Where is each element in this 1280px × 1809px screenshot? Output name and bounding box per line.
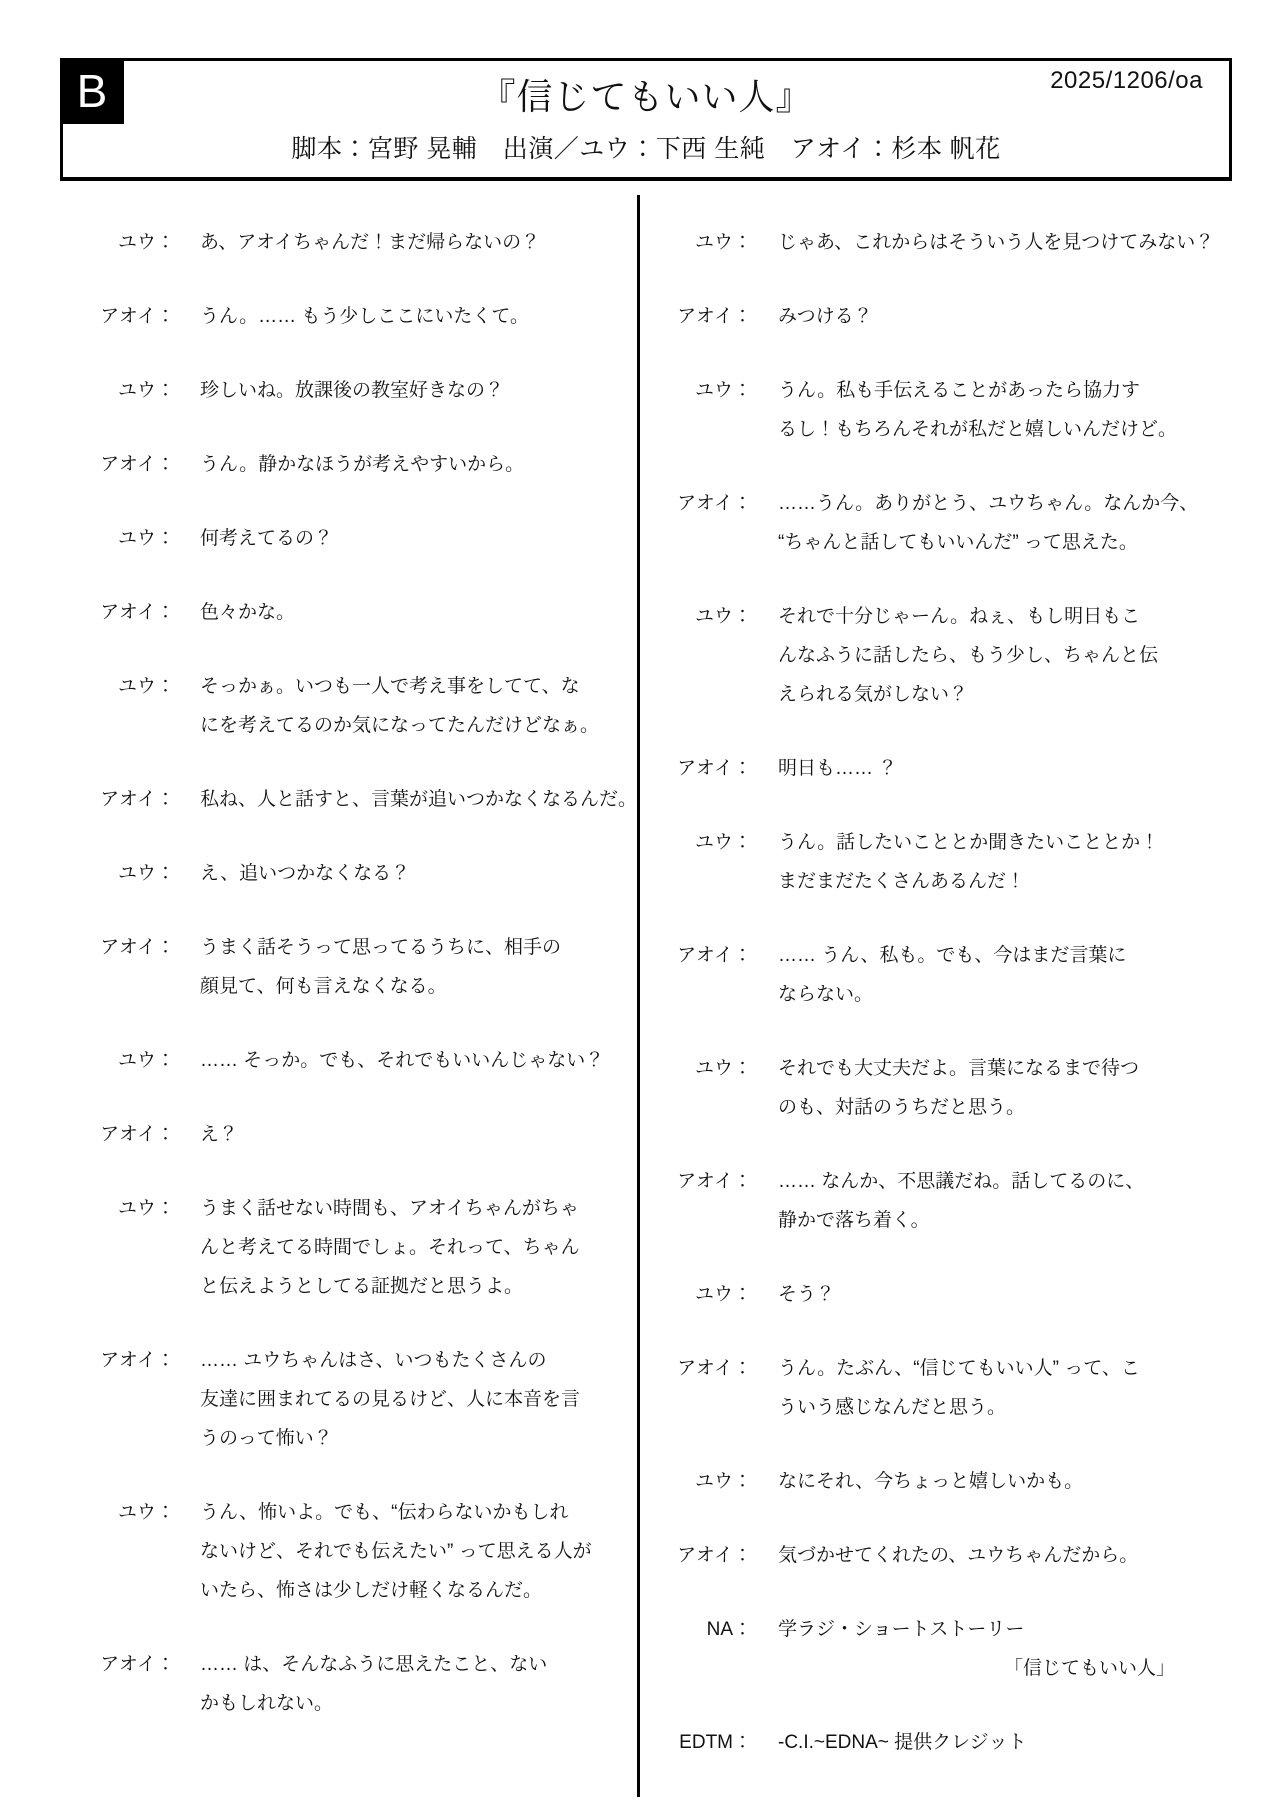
dialogue-block bbox=[60, 1341, 637, 1458]
dialogue-line: と伝えようとしてる証拠だと思うよ。 bbox=[200, 1276, 524, 1297]
dialogue-lines bbox=[778, 1049, 1215, 1127]
dialogue-line: 学ラジ・ショートストーリー bbox=[778, 1619, 1025, 1640]
dialogue-line: みつける？ bbox=[778, 306, 873, 327]
speaker-label: アオイ： bbox=[100, 789, 175, 810]
dialogue-lines bbox=[778, 297, 1215, 336]
dialogue-line: …… なんか、不思議だね。話してるのに、 bbox=[778, 1171, 1145, 1192]
dialogue-lines bbox=[200, 1341, 637, 1458]
dialogue-line: うまく話せない時間も、アオイちゃんがちゃ bbox=[200, 1198, 579, 1219]
dialogue-line: うん。私も手伝えることがあったら協力す bbox=[778, 380, 1140, 401]
dialogue-lines bbox=[200, 1115, 637, 1154]
dialogue-line: まだまだたくさんあるんだ！ bbox=[778, 871, 1026, 892]
dialogue-line: 私ね、人と話すと、言葉が追いつかなくなるんだ。 bbox=[200, 789, 638, 810]
dialogue-line: うん、怖いよ。でも、“伝わらないかもしれ bbox=[200, 1502, 569, 1523]
dialogue-block bbox=[60, 1041, 637, 1080]
script-columns bbox=[60, 195, 1232, 1797]
dialogue-line: …… ユウちゃんはさ、いつもたくさんの bbox=[200, 1350, 547, 1371]
dialogue-line: なにそれ、今ちょっと嬉しいかも。 bbox=[778, 1471, 1084, 1492]
dialogue-block bbox=[640, 484, 1232, 562]
dialogue-line: 明日も…… ？ bbox=[778, 758, 898, 779]
speaker-label: アオイ： bbox=[100, 937, 175, 958]
dialogue-lines bbox=[778, 1162, 1215, 1240]
dialogue-block bbox=[60, 1115, 637, 1154]
dialogue-lines bbox=[778, 1349, 1215, 1427]
dialogue-lines bbox=[778, 484, 1215, 562]
dialogue-block bbox=[60, 519, 637, 558]
speaker-label: アオイ： bbox=[100, 306, 175, 327]
dialogue-block bbox=[60, 1189, 637, 1306]
dialogue-lines bbox=[200, 223, 637, 262]
speaker-label: アオイ： bbox=[677, 1358, 752, 1379]
dialogue-lines bbox=[200, 780, 637, 819]
speaker-label: ユウ： bbox=[117, 863, 175, 884]
speaker-label: ユウ： bbox=[694, 1471, 752, 1492]
dialogue-block bbox=[60, 445, 637, 484]
header bbox=[60, 58, 1232, 181]
script-column-left bbox=[60, 195, 637, 1797]
dialogue-lines bbox=[200, 1493, 637, 1610]
dialogue-line: ……うん。ありがとう、ユウちゃん。なんか今、 bbox=[778, 493, 1199, 514]
speaker-label: アオイ： bbox=[677, 945, 752, 966]
dialogue-lines bbox=[778, 1462, 1215, 1501]
dialogue-block bbox=[60, 371, 637, 410]
dialogue-lines bbox=[200, 928, 637, 1006]
dialogue-line: 静かで落ち着く。 bbox=[778, 1210, 930, 1231]
dialogue-line: 「信じてもいい人」 bbox=[1003, 1658, 1175, 1679]
speaker-label: ユウ： bbox=[117, 232, 175, 253]
dialogue-line: にを考えてるのか気になってたんだけどなぁ。 bbox=[200, 715, 600, 736]
dialogue-lines bbox=[200, 445, 637, 484]
dialogue-lines bbox=[200, 1041, 637, 1080]
speaker-label: ユウ： bbox=[117, 676, 175, 697]
dialogue-lines bbox=[778, 371, 1215, 449]
dialogue-block bbox=[60, 223, 637, 262]
speaker-label: アオイ： bbox=[677, 1545, 752, 1566]
script-title: 『信じてもいい人』 bbox=[479, 76, 813, 117]
dialogue-block bbox=[60, 928, 637, 1006]
dialogue-line: 気づかせてくれたの、ユウちゃんだから。 bbox=[778, 1545, 1139, 1566]
dialogue-lines bbox=[200, 667, 637, 745]
dialogue-block bbox=[60, 1645, 637, 1723]
dialogue-line: “ちゃんと話してもいいんだ” って思えた。 bbox=[778, 532, 1138, 553]
dialogue-block bbox=[640, 1349, 1232, 1427]
dialogue-line: それで十分じゃーん。ねぇ、もし明日もこ bbox=[778, 606, 1141, 627]
dialogue-block bbox=[640, 597, 1232, 714]
dialogue-lines bbox=[778, 749, 1215, 788]
dialogue-lines bbox=[200, 854, 637, 893]
dialogue-line: ういう感じなんだと思う。 bbox=[778, 1397, 1007, 1418]
speaker-label: ユウ： bbox=[117, 1198, 175, 1219]
dialogue-line: あ、アオイちゃんだ！まだ帰らないの？ bbox=[200, 232, 541, 253]
dialogue-block bbox=[60, 593, 637, 632]
dialogue-line: いたら、怖さは少しだけ軽くなるんだ。 bbox=[200, 1580, 543, 1601]
speaker-label: ユウ： bbox=[694, 232, 752, 253]
dialogue-block bbox=[640, 1462, 1232, 1501]
dialogue-block bbox=[640, 936, 1232, 1014]
dialogue-line: うまく話そうって思ってるうちに、相手の bbox=[200, 937, 562, 958]
dialogue-block bbox=[640, 1049, 1232, 1127]
speaker-label: ユウ： bbox=[694, 1284, 752, 1305]
speaker-label: ユウ： bbox=[694, 606, 752, 627]
dialogue-block bbox=[60, 854, 637, 893]
dialogue-lines bbox=[778, 1536, 1215, 1575]
dialogue-lines bbox=[200, 1645, 637, 1723]
dialogue-block bbox=[640, 297, 1232, 336]
dialogue-block bbox=[640, 1723, 1232, 1762]
dialogue-lines bbox=[778, 823, 1215, 901]
credits-line: 脚本：宮野 晃輔 出演／ユウ：下西 生純 アオイ：杉本 帆花 bbox=[291, 135, 1001, 163]
speaker-label: ユウ： bbox=[694, 1058, 752, 1079]
dialogue-lines bbox=[200, 1189, 637, 1306]
speaker-label: アオイ： bbox=[677, 493, 752, 514]
dialogue-block bbox=[640, 823, 1232, 901]
dialogue-lines bbox=[778, 936, 1215, 1014]
dialogue-line: …… うん、私も。でも、今はまだ言葉に bbox=[778, 945, 1127, 966]
dialogue-line: 何考えてるの？ bbox=[200, 528, 334, 549]
dialogue-line: のも、対話のうちだと思う。 bbox=[778, 1097, 1026, 1118]
dialogue-line: じゃあ、これからはそういう人を見つけてみない？ bbox=[778, 232, 1215, 253]
air-date: 2025/1206/oa bbox=[1050, 67, 1203, 94]
dialogue-line: んと考えてる時間でしょ。それって、ちゃん bbox=[200, 1237, 580, 1258]
speaker-label: アオイ： bbox=[677, 306, 752, 327]
dialogue-block bbox=[60, 1493, 637, 1610]
dialogue-block bbox=[640, 1162, 1232, 1240]
dialogue-line: え、追いつかなくなる？ bbox=[200, 863, 411, 884]
speaker-label: ユウ： bbox=[117, 380, 175, 401]
speaker-label: ユウ： bbox=[117, 528, 175, 549]
speaker-label: アオイ： bbox=[677, 1171, 752, 1192]
dialogue-line: うん。たぶん、“信じてもいい人” って、こ bbox=[778, 1358, 1140, 1379]
speaker-label: アオイ： bbox=[100, 1350, 175, 1371]
dialogue-line: ならない。 bbox=[778, 984, 874, 1005]
dialogue-line: うん。静かなほうが考えやすいから。 bbox=[200, 454, 525, 475]
dialogue-line: そっかぁ。いつも一人で考え事をしてて、な bbox=[200, 676, 580, 697]
dialogue-line: ないけど、それでも伝えたい” って思える人が bbox=[200, 1541, 592, 1562]
dialogue-lines bbox=[778, 223, 1215, 262]
dialogue-block bbox=[640, 223, 1232, 262]
dialogue-line: 顔見て、何も言えなくなる。 bbox=[200, 976, 447, 997]
dialogue-lines bbox=[200, 371, 637, 410]
dialogue-lines bbox=[778, 1275, 1215, 1314]
dialogue-line: …… そっか。でも、それでもいいんじゃない？ bbox=[200, 1050, 605, 1071]
speaker-label: アオイ： bbox=[100, 602, 175, 623]
dialogue-line: 珍しいね。放課後の教室好きなの？ bbox=[200, 380, 505, 401]
dialogue-block bbox=[640, 1610, 1232, 1688]
speaker-label: アオイ： bbox=[100, 1124, 175, 1145]
dialogue-line: そう？ bbox=[778, 1284, 836, 1305]
script-column-right bbox=[640, 195, 1232, 1797]
speaker-label: アオイ： bbox=[100, 454, 175, 475]
dialogue-lines bbox=[200, 297, 637, 336]
dialogue-line: それでも大丈夫だよ。言葉になるまで待つ bbox=[778, 1058, 1140, 1079]
dialogue-line: るし！もちろんそれが私だと嬉しいんだけど。 bbox=[778, 419, 1178, 440]
dialogue-block bbox=[640, 371, 1232, 449]
episode-badge: B bbox=[60, 58, 124, 124]
dialogue-lines bbox=[200, 519, 637, 558]
speaker-label: ユウ： bbox=[694, 832, 752, 853]
speaker-label: ユウ： bbox=[694, 380, 752, 401]
dialogue-line: んなふうに話したら、もう少し、ちゃんと伝 bbox=[778, 645, 1159, 666]
dialogue-line: え？ bbox=[200, 1124, 239, 1145]
speaker-label: ユウ： bbox=[117, 1502, 175, 1523]
dialogue-line: …… は、そんなふうに思えたこと、ない bbox=[200, 1654, 548, 1675]
speaker-label: NA： bbox=[706, 1619, 752, 1640]
dialogue-line: えられる気がしない？ bbox=[778, 684, 969, 705]
dialogue-block bbox=[640, 749, 1232, 788]
dialogue-lines bbox=[778, 597, 1215, 714]
dialogue-block bbox=[640, 1275, 1232, 1314]
speaker-label: アオイ： bbox=[100, 1654, 175, 1675]
dialogue-line: うん。話したいこととか聞きたいこととか！ bbox=[778, 832, 1160, 853]
speaker-label: アオイ： bbox=[677, 758, 752, 779]
dialogue-line: かもしれない。 bbox=[200, 1693, 334, 1714]
dialogue-line: -C.I.~EDNA~ 提供クレジット bbox=[778, 1732, 1027, 1753]
dialogue-line: 友達に囲まれてるの見るけど、人に本音を言 bbox=[200, 1389, 581, 1410]
dialogue-lines bbox=[778, 1723, 1215, 1762]
speaker-label: ユウ： bbox=[117, 1050, 175, 1071]
dialogue-line: 色々かな。 bbox=[200, 602, 296, 623]
dialogue-block bbox=[60, 297, 637, 336]
dialogue-line: うん。…… もう少しここにいたくて。 bbox=[200, 306, 530, 327]
dialogue-block bbox=[60, 667, 637, 745]
speaker-label: EDTM： bbox=[679, 1732, 752, 1753]
dialogue-line: うのって怖い？ bbox=[200, 1428, 333, 1449]
dialogue-block bbox=[640, 1536, 1232, 1575]
dialogue-block bbox=[60, 780, 637, 819]
dialogue-lines bbox=[778, 1610, 1215, 1688]
dialogue-lines bbox=[200, 593, 637, 632]
